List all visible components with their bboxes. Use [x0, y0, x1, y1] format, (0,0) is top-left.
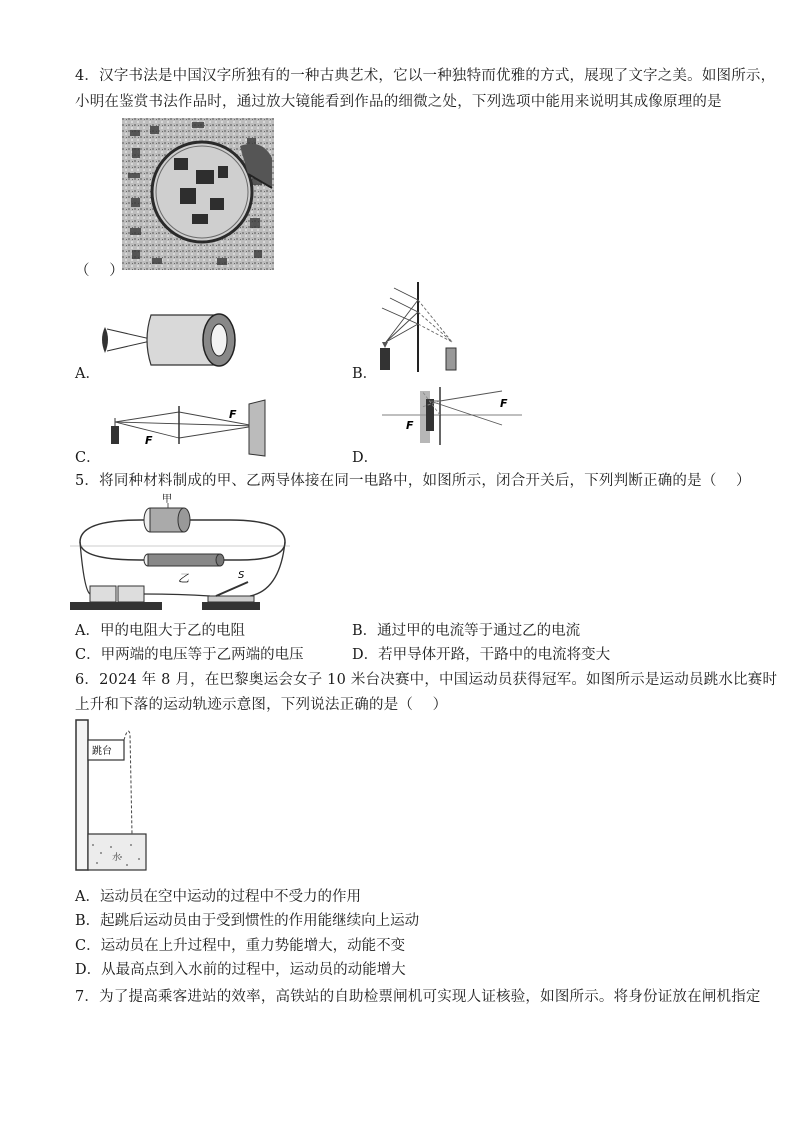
circuit-diagram	[70, 490, 290, 616]
q6-option-c: C．运动员在上升过程中，重力势能增大，动能不变	[75, 938, 406, 954]
option-a-diagram	[95, 305, 255, 377]
option-c-diagram	[105, 398, 275, 464]
diving-diagram	[74, 718, 154, 878]
q6-option-b: B．起跳后运动员由于受到惯性的作用能继续向上运动	[75, 913, 420, 929]
focal-label-c2: F	[145, 434, 153, 447]
conductor-yi-label: 乙	[178, 572, 189, 585]
q6-option-a: A．运动员在空中运动的过程中不受力的作用	[75, 889, 361, 905]
q5-text-line1: 5．将同种材料制成的甲、乙两导体接在同一电路中，如图所示，闭合开关后，下列判断正确的是（ ）	[75, 473, 751, 489]
platform-label: 跳台	[92, 746, 112, 757]
q4-answer-blank: （ ）	[75, 263, 124, 279]
focal-label-d1: F	[500, 397, 508, 410]
q4-option-d-label: D．	[352, 450, 379, 466]
q4-option-b-label: B．	[352, 366, 378, 382]
q4-option-a-label: A．	[75, 366, 100, 382]
water-label: 水	[112, 853, 122, 863]
q4-option-c-label: C．	[75, 450, 101, 466]
focal-label-d2: F	[406, 419, 414, 432]
q6-text-line2: 上升和下落的运动轨迹示意图，下列说法正确的是（ ）	[75, 697, 448, 713]
q6-option-d: D．从最高点到入水前的过程中，运动员的动能增大	[75, 962, 406, 978]
q5-option-b: B．通过甲的电流等于通过乙的电流	[352, 623, 581, 639]
q4-text-line2: 小明在鉴赏书法作品时，通过放大镜能看到作品的细微之处，下列选项中能用来说明其成像原理的是	[75, 94, 722, 110]
q6-text-line1: 6．2024 年 8 月，在巴黎奥运会女子 10 米台决赛中，中国运动员获得冠军。如图所示是运动员跳水比赛时	[75, 672, 778, 688]
q5-option-d: D．若甲导体开路，干路中的电流将变大	[352, 647, 611, 663]
q5-option-c: C．甲两端的电压等于乙两端的电压	[75, 647, 304, 663]
q7-text-line1: 7．为了提高乘客进站的效率，高铁站的自助检票闸机可实现人证核验，如图所示。将身份证放在闸机指定	[75, 989, 761, 1005]
option-d-diagram	[382, 385, 522, 451]
magnifier-photo	[122, 118, 274, 274]
focal-label-c1: F	[229, 408, 237, 421]
option-b-diagram	[372, 280, 472, 379]
q5-option-a: A．甲的电阻大于乙的电阻	[75, 623, 245, 639]
conductor-jia-label: 甲	[162, 494, 172, 505]
switch-s-label: S	[238, 570, 245, 581]
q4-text-line1: 4．汉字书法是中国汉字所独有的一种古典艺术，它以一种独特而优雅的方式，展现了文字之美。如图所示，	[75, 68, 776, 84]
